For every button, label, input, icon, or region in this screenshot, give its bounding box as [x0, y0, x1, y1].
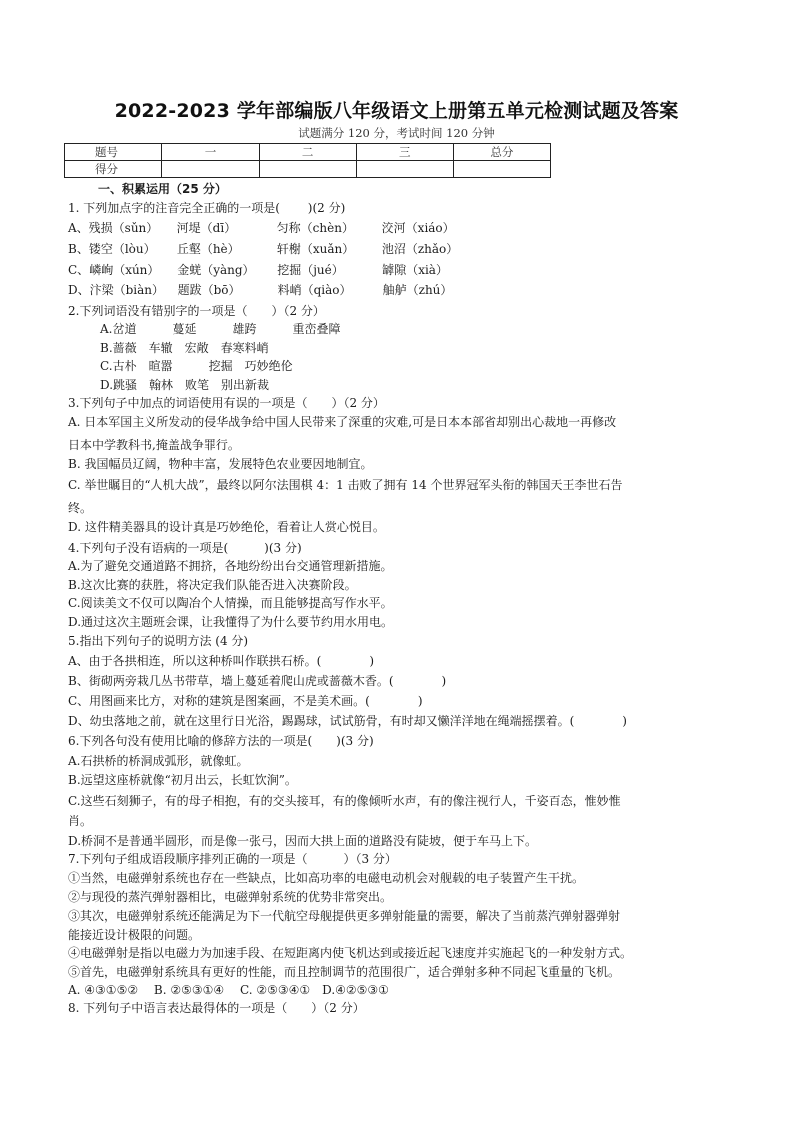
- option-item: 残损（sǔn）: [88, 221, 159, 235]
- q3-option-b: B. 我国幅员辽阔，物种丰富，发展特色农业要因地制宜。: [68, 457, 373, 471]
- score-cell-3: [356, 161, 453, 178]
- q3-option-a-line1: A. 日本军国主义所发动的侵华战争给中国人民带来了深重的灾难,可是日本本部省却别出心裁地一再修改: [68, 415, 617, 429]
- option-item: 罅隙（xià）: [382, 263, 448, 277]
- option-label: D、: [68, 283, 90, 297]
- option-label: B、: [68, 242, 89, 256]
- option-item: 汴梁（biàn）: [89, 283, 165, 297]
- score-cell-1: [162, 161, 259, 178]
- column-header-1: 一: [162, 144, 259, 161]
- q4-option-b: B.这次比赛的获胜，将决定我们队能否进入决赛阶段。: [68, 578, 357, 592]
- option-item: 嶙峋（xún）: [89, 263, 160, 277]
- option-label: A、: [68, 221, 89, 235]
- score-table-header-row: [65, 144, 551, 161]
- score-table-score-row: [65, 161, 551, 178]
- q7-sentence-4: ④电磁弹射是指以电磁力为加速手段、在短距离内使飞机达到或接近起飞速度并实施起飞的一种发射方式。: [68, 946, 633, 960]
- section-heading: 一、积累运用（25 分）: [98, 182, 227, 196]
- q5-option-b: B、街砌两旁栽几丛书带草，墙上蔓延着爬山虎或蔷薇木香。( ): [68, 674, 447, 688]
- q7-sentence-3-line1: ③其次，电磁弹射系统还能满足为下一代航空母舰提供更多弹射能量的需要，解决了当前蒸汽弹射器弹射: [68, 909, 621, 923]
- column-header-2: 二: [259, 144, 356, 161]
- option-item: 匀称（chèn）: [276, 221, 354, 235]
- q2-option-d: D.跳骚 翰林 败笔 别出新裁: [100, 378, 270, 392]
- q6-option-b: B.远望这座桥就像“初月出云，长虹饮涧”。: [68, 773, 297, 787]
- q8-stem: 8. 下列句子中语言表达最得体的一项是（ ）（2 分）: [68, 1001, 365, 1015]
- q2-option-b: B.蔷薇 车辙 宏敞 春寒料峭: [100, 341, 269, 355]
- q4-option-d: D.通过这次主题班会课，让我懂得了为什么要节约用水用电。: [68, 615, 394, 629]
- q1-stem: 1. 下列加点字的注音完全正确的一项是( )(2 分): [68, 201, 346, 215]
- row-header-score: 得分: [65, 161, 162, 178]
- q2-option-a: A.岔道 蔓延 雄跨 重峦叠障: [100, 322, 341, 336]
- q7-sentence-5: ⑤首先，电磁弹射系统具有更好的性能，而且控制调节的范围很广，适合弹射多种不同起飞重量的飞机。: [68, 965, 621, 979]
- option-item: 丘壑（hè）: [176, 242, 240, 256]
- q3-option-a-line2: 日本中学教科书,掩盖战争罪行。: [68, 438, 240, 452]
- q7-stem: 7.下列句子组成语段顺序排列正确的一项是（ ）（3 分）: [68, 852, 397, 866]
- option-item: 池沼（zhǎo）: [381, 242, 459, 256]
- option-item: 轩榭（xuǎn）: [276, 242, 355, 256]
- option-item: 舳舻（zhú）: [382, 283, 453, 297]
- q4-option-c: C.阅读美文不仅可以陶冶个人情操，而且能够提高写作水平。: [68, 596, 393, 610]
- q3-option-c-line1: C. 举世瞩目的“人机大战”，最终以阿尔法围棋 4：1 击败了拥有 14 个世界冠军头衔的韩国天王李世石告: [68, 478, 623, 492]
- q2-stem: 2.下列词语没有错别字的一项是（ ）（2 分）: [68, 304, 325, 318]
- score-table: [64, 143, 551, 178]
- score-cell-2: [259, 161, 356, 178]
- q1-option-a: [68, 219, 455, 237]
- q6-stem: 6.下列各句没有使用比喻的修辞方法的一项是( )(3 分): [68, 734, 374, 748]
- q2-option-c: C.古朴 暄嚣 挖掘 巧妙绝伦: [100, 359, 293, 373]
- option-item: 河堤（dī）: [176, 221, 237, 235]
- q5-option-a: A、由于各拱相连，所以这种桥叫作联拱石桥。( ): [68, 654, 375, 668]
- option-label: C、: [68, 263, 90, 277]
- row-header-question-number: 题号: [65, 144, 162, 161]
- document-title: 2022-2023 学年部编版八年级语文上册第五单元检测试题及答案: [114, 100, 679, 122]
- option-item: 挖掘（jué）: [277, 263, 344, 277]
- q3-option-d: D. 这件精美器具的设计真是巧妙绝伦，看着让人赏心悦目。: [68, 520, 385, 534]
- q3-stem: 3.下列句子中加点的词语使用有误的一项是（ ）（2 分）: [68, 396, 385, 410]
- q7-sentence-1: ①当然，电磁弹射系统也存在一些缺点，比如高功率的电磁电动机会对舰载的电子装置产生干扰。: [68, 871, 585, 885]
- column-header-3: 三: [356, 144, 453, 161]
- q6-option-d: D.桥洞不是普通半圆形，而是像一张弓，因而大拱上面的道路没有陡坡，便于车马上下。: [68, 834, 538, 848]
- q1-option-b: [68, 240, 458, 258]
- q1-option-c: [68, 261, 448, 279]
- option-item: 金蜣（yàng）: [177, 263, 255, 277]
- q6-option-a: A.石拱桥的桥洞成弧形，就像虹。: [68, 754, 249, 768]
- column-header-total: 总分: [453, 144, 550, 161]
- q6-option-c-line2: 肖。: [68, 814, 93, 828]
- q1-option-d: [68, 281, 452, 299]
- q5-option-d: D、幼虫落地之前，就在这里行日光浴，踢踢球，试试筋骨，有时却又懒洋洋地在绳端摇摆着。( ): [68, 714, 627, 728]
- option-item: 料峭（qiào）: [277, 283, 352, 297]
- q4-option-a: A.为了避免交通道路不拥挤，各地纷纷出台交通管理新措施。: [68, 559, 393, 573]
- document-subtitle: 试题满分 120 分，考试时间 120 分钟: [298, 126, 495, 140]
- q5-stem: 5.指出下列句子的说明方法 (4 分): [68, 634, 249, 648]
- q7-choices: A. ④③①⑤② B. ②⑤③①④ C. ②⑤③④① D.④②⑤③①: [68, 983, 389, 997]
- q4-stem: 4.下列句子没有语病的一项是( )(3 分): [68, 541, 302, 555]
- score-cell-total: [453, 161, 550, 178]
- option-item: 题跋（bō）: [177, 283, 241, 297]
- option-item: 洨河（xiáo）: [381, 221, 455, 235]
- q7-sentence-3-line2: 能接近设计极限的问题。: [68, 928, 201, 942]
- q6-option-c-line1: C.这些石刻狮子，有的母子相抱，有的交头接耳，有的像倾听水声，有的像注视行人，千姿百态，惟妙惟: [68, 794, 621, 808]
- q3-option-c-line2: 终。: [68, 501, 93, 515]
- option-item: 镂空（lòu）: [88, 242, 156, 256]
- q7-sentence-2: ②与现役的蒸汽弹射器相比，电磁弹射系统的优势非常突出。: [68, 890, 393, 904]
- q5-option-c: C、用图画来比方，对称的建筑是图案画，不是美术画。( ): [68, 694, 423, 708]
